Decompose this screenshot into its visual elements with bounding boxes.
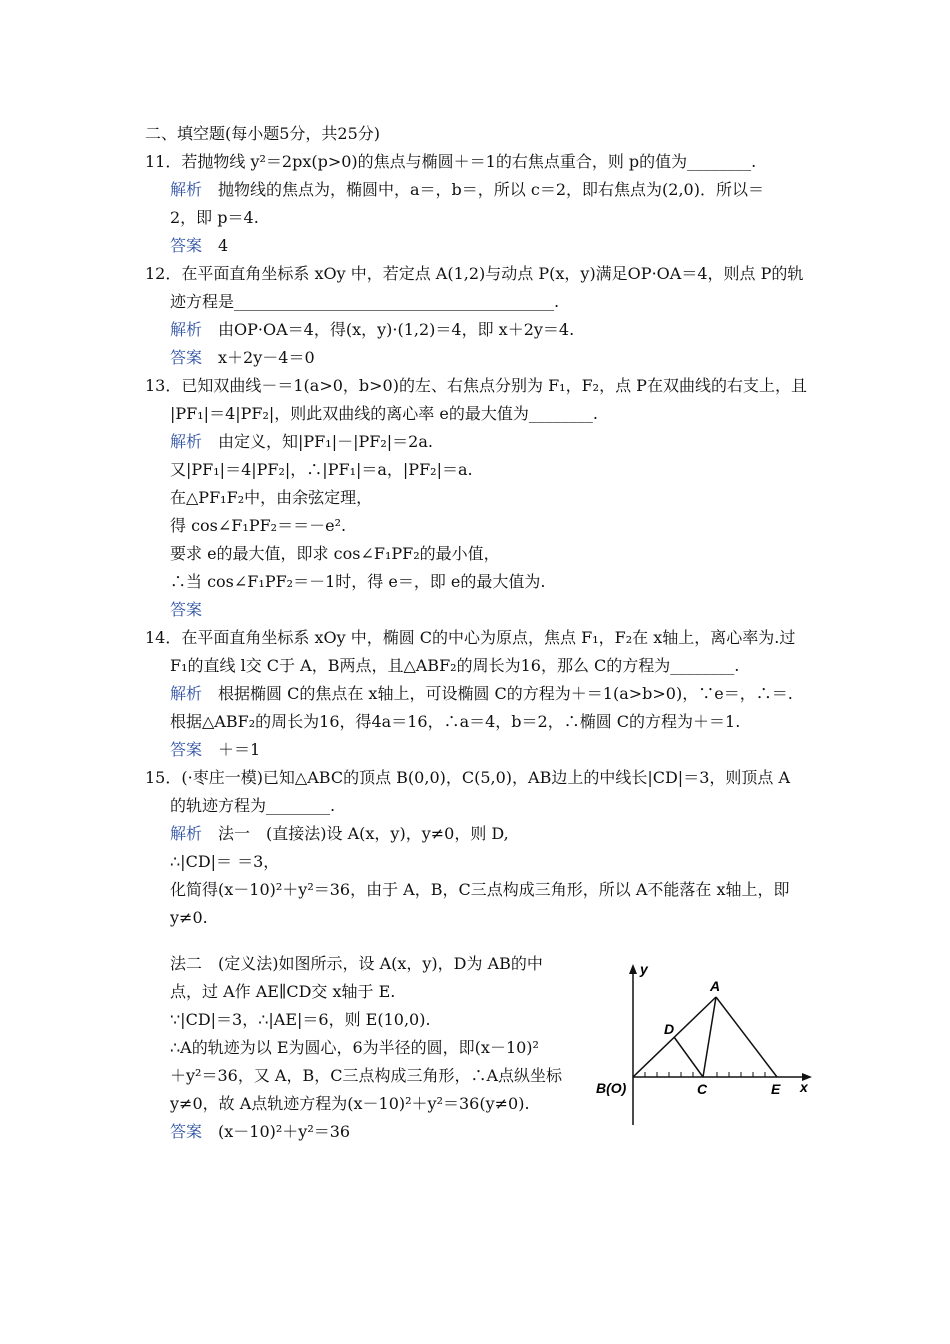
analysis-label: 解析 xyxy=(170,320,203,339)
question-12-cont: 迹方程是________________________________________. xyxy=(170,292,560,311)
q15-analysis-3: 化简得(x－10)²＋y²＝36，由于 A，B，C三点构成三角形，所以 A不能落在 x轴上，即 xyxy=(170,880,790,899)
q15-method2-3: ∵|CD|＝3，∴|AE|＝6，则 E(10,0). xyxy=(170,1010,431,1029)
segment-AE xyxy=(716,997,777,1077)
y-axis-arrow-icon xyxy=(629,964,637,974)
label-x: x xyxy=(800,1079,808,1095)
label-A: A xyxy=(710,978,721,994)
q14-analysis-2: 根据△ABF₂的周长为16，得4a＝16，∴a＝4，b＝2，∴椭圆 C的方程为＋＝1. xyxy=(170,712,741,731)
q15-analysis-2: ∴|CD|＝ ＝3， xyxy=(170,852,280,871)
label-C: C xyxy=(697,1081,708,1097)
section-title: 二、填空题(每小题5分，共25分) xyxy=(145,124,381,143)
q14-answer: 答案 ＋＝1 xyxy=(170,740,261,759)
q13-analysis-2: 又|PF₁|＝4|PF₂|，∴|PF₁|＝a，|PF₂|＝a. xyxy=(170,460,473,479)
answer-label: 答案 xyxy=(170,348,203,367)
analysis-label: 解析 xyxy=(170,180,203,199)
q15-method2-2: 点，过 A作 AE∥CD交 x轴于 E. xyxy=(170,982,396,1001)
q15-method2-5: ＋y²＝36，又 A，B，C三点构成三角形，∴A点纵坐标 xyxy=(170,1066,563,1085)
q13-answer xyxy=(170,599,218,621)
q15-method2-4: ∴A的轨迹为以 E为圆心，6为半径的圆，即(x－10)² xyxy=(170,1038,539,1057)
q14-analysis: 解析 根据椭圆 C的焦点在 x轴上，可设椭圆 C的方程为＋＝1(a>b>0)，∵e＝，∴＝. xyxy=(170,684,793,703)
q11-answer: 答案 4 xyxy=(170,236,229,255)
answer-label: 答案 xyxy=(170,740,203,759)
question-14: 14．在平面直角坐标系 xOy 中，椭圆 C的中心为原点，焦点 F₁，F₂在 x轴上，离心率为.过 xyxy=(145,628,796,647)
question-14-cont: F₁的直线 l交 C于 A，B两点，且△ABF₂的周长为16，那么 C的方程为________. xyxy=(170,656,740,675)
answer-label: 答案 xyxy=(170,236,203,255)
q15-analysis: 解析 法一 (直接法)设 A(x，y)，y≠0，则 D, xyxy=(170,824,509,843)
label-y: y xyxy=(640,961,648,977)
geometry-figure xyxy=(590,960,820,1130)
q12-analysis: 解析 由OP·OA＝4，得(x，y)·(1,2)＝4，即 x＋2y＝4. xyxy=(170,320,575,339)
q15-analysis-4: y≠0. xyxy=(170,908,208,927)
answer-label: 答案 xyxy=(170,1122,203,1141)
q13-analysis-3: 在△PF₁F₂中，由余弦定理， xyxy=(170,488,373,507)
segment-AC xyxy=(703,997,716,1077)
q13-analysis-4: 得 cos∠F₁PF₂＝＝－e². xyxy=(170,516,347,535)
analysis-label: 解析 xyxy=(170,684,203,703)
q15-answer: 答案 (x－10)²＋y²＝36 xyxy=(170,1122,351,1141)
q12-answer: 答案 x＋2y－4＝0 xyxy=(170,348,315,367)
label-BO: B(O) xyxy=(596,1080,627,1096)
q11-analysis: 解析 抛物线的焦点为，椭圆中，a＝，b＝，所以 c＝2，即右焦点为(2,0)．所以＝ xyxy=(170,180,764,199)
q11-analysis-cont: 2，即 p＝4. xyxy=(170,208,259,227)
answer-label: 答案 xyxy=(170,600,203,619)
question-13: 13．已知双曲线－＝1(a>0，b>0)的左、右焦点分别为 F₁，F₂，点 P在双曲线的右支上，且 xyxy=(145,376,807,395)
question-12: 12．在平面直角坐标系 xOy 中，若定点 A(1,2)与动点 P(x，y)满足OP·OA＝4，则点 P的轨 xyxy=(145,264,804,283)
q13-analysis-6: ∴当 cos∠F₁PF₂＝－1时，得 e＝，即 e的最大值为. xyxy=(170,572,546,591)
segment-DC xyxy=(674,1037,703,1077)
label-D: D xyxy=(664,1021,675,1037)
q15-method2-6: y≠0，故 A点轨迹方程为(x－10)²＋y²＝36(y≠0). xyxy=(170,1094,530,1113)
analysis-label: 解析 xyxy=(170,824,203,843)
question-11: 11．若抛物线 y²＝2px(p>0)的焦点与椭圆＋＝1的右焦点重合，则 p的值为________. xyxy=(145,152,757,171)
q15-method2-1: 法二 (定义法)如图所示，设 A(x，y)，D为 AB的中 xyxy=(170,954,543,973)
question-13-cont: |PF₁|＝4|PF₂|，则此双曲线的离心率 e的最大值为________. xyxy=(170,404,598,423)
q13-analysis: 解析 由定义，知|PF₁|－|PF₂|＝2a. xyxy=(170,432,433,451)
analysis-label: 解析 xyxy=(170,432,203,451)
question-15-cont: 的轨迹方程为________. xyxy=(170,796,336,815)
question-15: 15．(·枣庄一模)已知△ABC的顶点 B(0,0)，C(5,0)，AB边上的中线长|CD|＝3，则顶点 A xyxy=(145,768,791,787)
q13-analysis-5: 要求 e的最大值，即求 cos∠F₁PF₂的最小值， xyxy=(170,544,500,563)
label-E: E xyxy=(771,1081,781,1097)
